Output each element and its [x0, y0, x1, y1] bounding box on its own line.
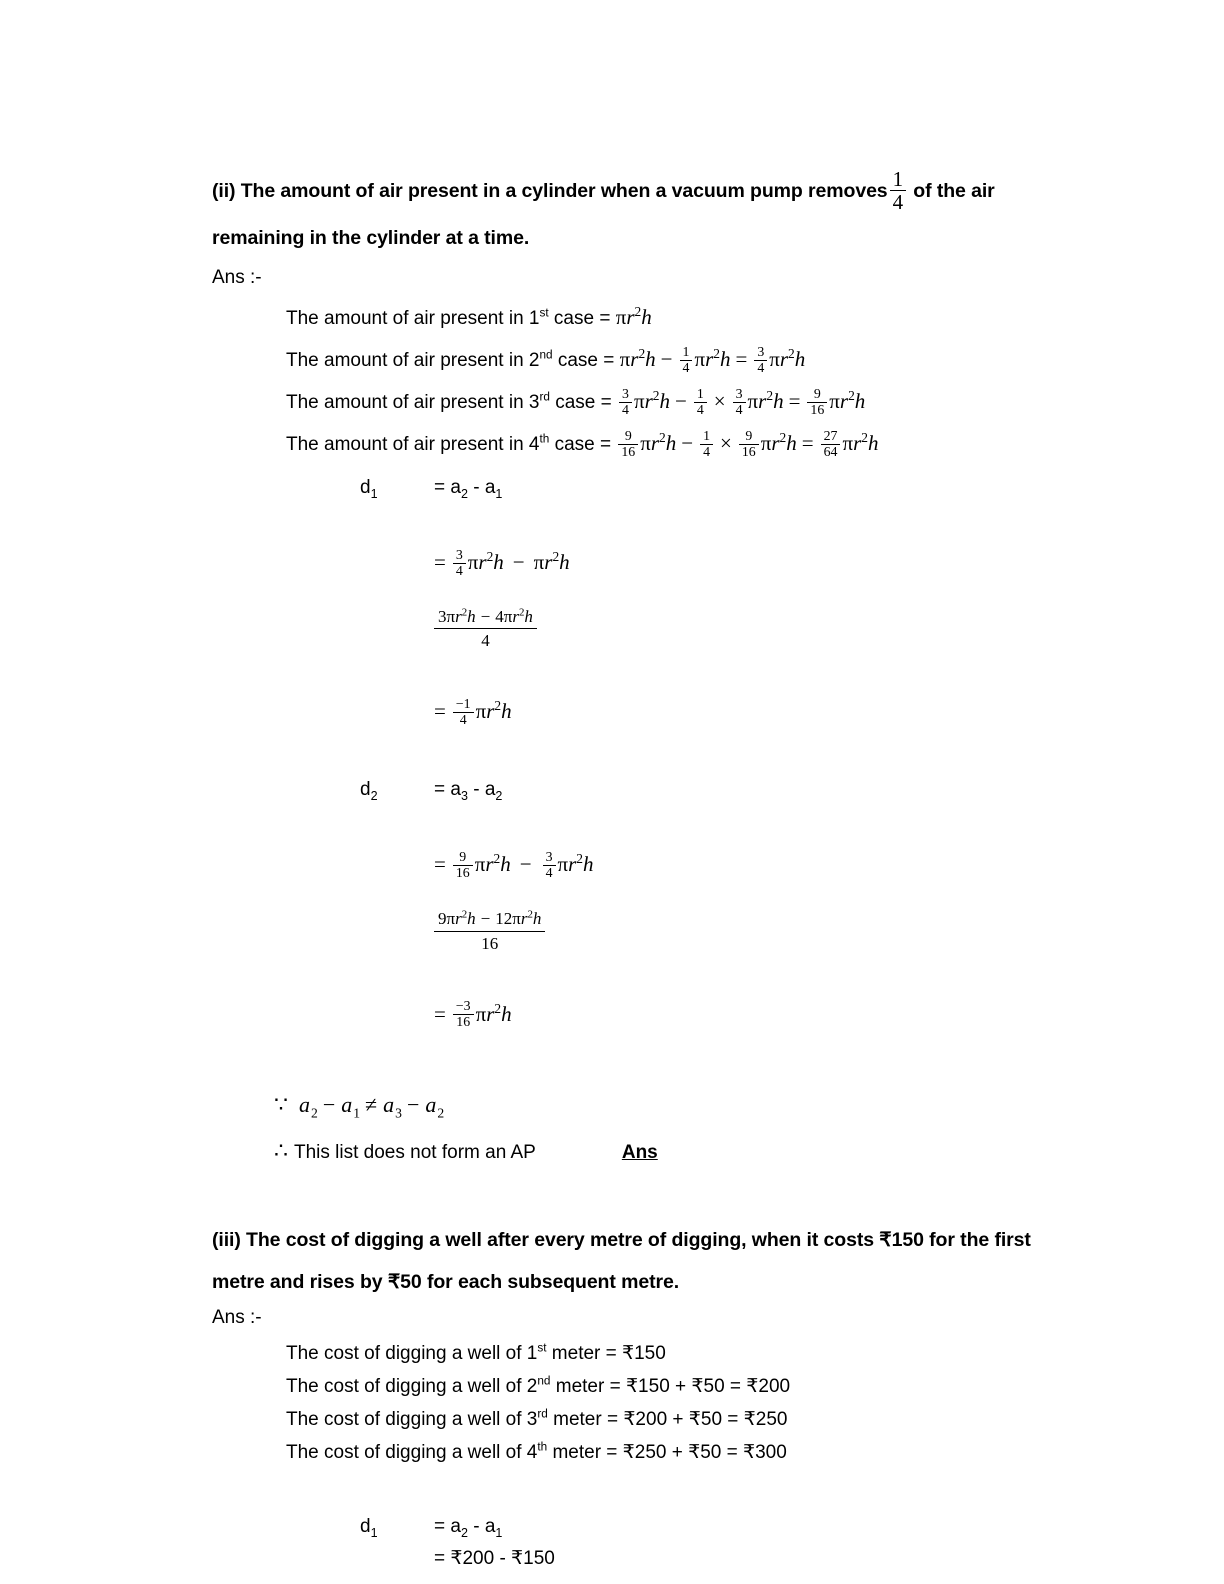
- case-1-text: The amount of air present in 1: [286, 308, 540, 330]
- d1-combined-numerator: $3\pi r^2h - 4\pi r^2h$: [438, 606, 533, 627]
- cost-line-3: [286, 1403, 1068, 1436]
- d1-frac-den: 4: [453, 563, 466, 579]
- d2-result-denominator: 16: [453, 1014, 474, 1030]
- d2-frac-a-num: 9: [459, 849, 467, 864]
- cost-4-ordinal: th: [537, 1440, 548, 1454]
- d1-result-numerator: −1: [455, 696, 471, 711]
- conclusion-block: [274, 1092, 1068, 1173]
- d1-label-subscript: 1: [370, 486, 378, 501]
- d1-step-1: [434, 542, 1068, 584]
- cost-lines-block: [286, 1337, 1068, 1469]
- case-3-text: The amount of air present in 3: [286, 392, 540, 414]
- cost-1-ordinal: st: [537, 1341, 547, 1355]
- d1-label: $d_1$: [360, 477, 378, 501]
- part-iii-d1-equation: = $a_2 - a_1$: [434, 1515, 503, 1540]
- cost-2-suffix: meter = ₹150 + ₹50 = ₹200: [550, 1375, 791, 1397]
- case-2-text: The amount of air present in 2: [286, 350, 540, 372]
- d1-definition-row: [360, 467, 1068, 508]
- d2-combined-fraction: [434, 908, 545, 954]
- case-1-text-after: case =: [548, 308, 616, 330]
- heading-fraction-one-fourth: [890, 168, 906, 214]
- d2-frac-a-den: 16: [453, 865, 473, 881]
- heading-fraction-numerator: 1: [892, 166, 903, 191]
- d1-combined-denominator: 4: [434, 628, 537, 651]
- case-1-expression: $\pi r^2h$: [615, 304, 652, 330]
- cost-line-1: [286, 1337, 1068, 1370]
- case-4-ordinal: th: [539, 432, 550, 446]
- answer-label-ii: Ans :-: [212, 267, 262, 289]
- d1-step-1-expression: = $\frac{3}{4}$ $\pi r^2h - \pi r^2h$: [434, 546, 570, 578]
- d2-frac-b-num: 3: [545, 849, 553, 864]
- d2-label: $d_2$: [360, 779, 378, 804]
- d1-step-2: [434, 606, 1068, 657]
- cost-line-2: [286, 1370, 1068, 1403]
- d2-definition-row: [360, 769, 1068, 810]
- d2-combined-numerator: $9\pi r^2h - 12\pi r^2h$: [438, 908, 542, 929]
- d2-step-1-expression: = $\frac{9}{16}$ $\pi r^2h$ − $\frac{3}{4}$ $\pi r^2h$: [434, 849, 594, 880]
- case-line-1: [286, 297, 1068, 339]
- answer-label-iii: Ans :-: [212, 1306, 262, 1328]
- cost-4-prefix: The cost of digging a well of 4: [286, 1441, 538, 1463]
- d2-result-expression: = $\frac{-3}{16}$ $\pi r^2h$: [434, 998, 512, 1030]
- part-iii-d1-definition-row: [360, 1511, 1068, 1543]
- because-symbol: ∵: [274, 1091, 288, 1117]
- d2-label-subscript: 2: [370, 789, 378, 804]
- d1-result: [434, 691, 1068, 733]
- heading-fraction-denominator: 4: [890, 190, 906, 214]
- case-4-text-after: case =: [549, 434, 617, 456]
- page-content: [212, 168, 1068, 1575]
- part-iii-d1-value: = ₹200 - ₹150: [434, 1547, 555, 1569]
- case-4-expression: $\frac{9}{16}$ $\pi r^2h$ − $\frac{1}{4}$ × $\frac{9}{16}$ $\pi r^2h$ = $\frac{27}{64}$ $\pi r^2h$: [616, 431, 878, 455]
- cost-1-prefix: The cost of digging a well of 1: [286, 1342, 538, 1364]
- question-ii-heading-suffix: of the air remaining in the cylinder at a time.: [212, 180, 995, 250]
- case-2-expression: $\pi r^2h$ − $\frac{1}{4}$ $\pi r^2h$ = $\frac{3}{4}$ $\pi r^2h$: [619, 343, 806, 375]
- d2-step-1: [434, 844, 1068, 886]
- ans-marker-ii: Ans: [621, 1141, 658, 1163]
- d2-step-2: [434, 908, 1068, 959]
- cost-3-prefix: The cost of digging a well of 3: [286, 1408, 538, 1430]
- cost-2-ordinal: nd: [537, 1374, 551, 1388]
- case-2-ordinal: nd: [539, 348, 553, 362]
- cost-4-suffix: meter = ₹250 + ₹50 = ₹300: [547, 1441, 787, 1463]
- d2-block: [360, 769, 1068, 1035]
- case-2-text-after: case =: [552, 350, 620, 372]
- case-3-expression: $\frac{3}{4}$ $\pi r^2h$ − $\frac{1}{4}$ × $\frac{3}{4}$ $\pi r^2h$ = $\frac{9}{16}$ $\pi r^2h$: [617, 389, 865, 413]
- question-ii-heading-prefix: (ii) The amount of air present in a cylinder when a vacuum pump removes: [212, 180, 888, 202]
- d1-result-denominator: 4: [453, 712, 474, 728]
- d1-block: [360, 467, 1068, 733]
- inequality-line: ∵ $a_2 - a_1 \ne a_3 - a_2$: [274, 1091, 445, 1120]
- conclusion-text: This list does not form an AP: [294, 1141, 536, 1163]
- cost-3-ordinal: rd: [537, 1407, 548, 1421]
- d2-result-numerator: −3: [455, 998, 471, 1014]
- d2-result: [434, 994, 1068, 1036]
- case-lines-block: [286, 297, 1068, 465]
- d1-result-expression: = $\frac{-1}{4}$ $\pi r^2h$: [434, 696, 512, 727]
- question-iii-heading: (iii) The cost of digging a well after every metre of digging, when it costs ₹150 for the first metre and rises by ₹50 for each subsequent metre.: [212, 1228, 1031, 1293]
- question-ii-heading: [212, 168, 1068, 261]
- d1-combined-fraction: [434, 606, 537, 652]
- d1-frac-num: 3: [455, 546, 463, 562]
- cost-2-prefix: The cost of digging a well of 2: [286, 1375, 538, 1397]
- case-line-4: [286, 423, 1068, 465]
- d1-equation: = $a_2 - a_1$: [434, 477, 503, 501]
- part-iii-d1-value-row: [360, 1543, 1068, 1575]
- cost-1-suffix: meter = ₹150: [546, 1342, 666, 1364]
- case-line-3: [286, 381, 1068, 423]
- part-iii-d1-label-subscript: 1: [370, 1525, 378, 1540]
- case-1-ordinal: st: [539, 306, 549, 320]
- case-3-text-after: case =: [549, 392, 618, 414]
- part-iii-d1-block: [360, 1511, 1068, 1575]
- d2-equation: = $a_3 - a_2$: [434, 779, 503, 804]
- case-3-ordinal: rd: [539, 390, 550, 404]
- conclusion-line: [274, 1130, 1068, 1173]
- case-line-2: [286, 339, 1068, 381]
- d2-frac-b-den: 4: [543, 865, 556, 881]
- case-4-text: The amount of air present in 4: [286, 434, 540, 456]
- part-iii-d1-label: $d_1$: [360, 1515, 378, 1540]
- cost-3-suffix: meter = ₹200 + ₹50 = ₹250: [547, 1408, 788, 1430]
- cost-line-4: [286, 1436, 1068, 1469]
- d2-combined-denominator: 16: [434, 931, 545, 954]
- therefore-symbol: ∴: [274, 1137, 288, 1163]
